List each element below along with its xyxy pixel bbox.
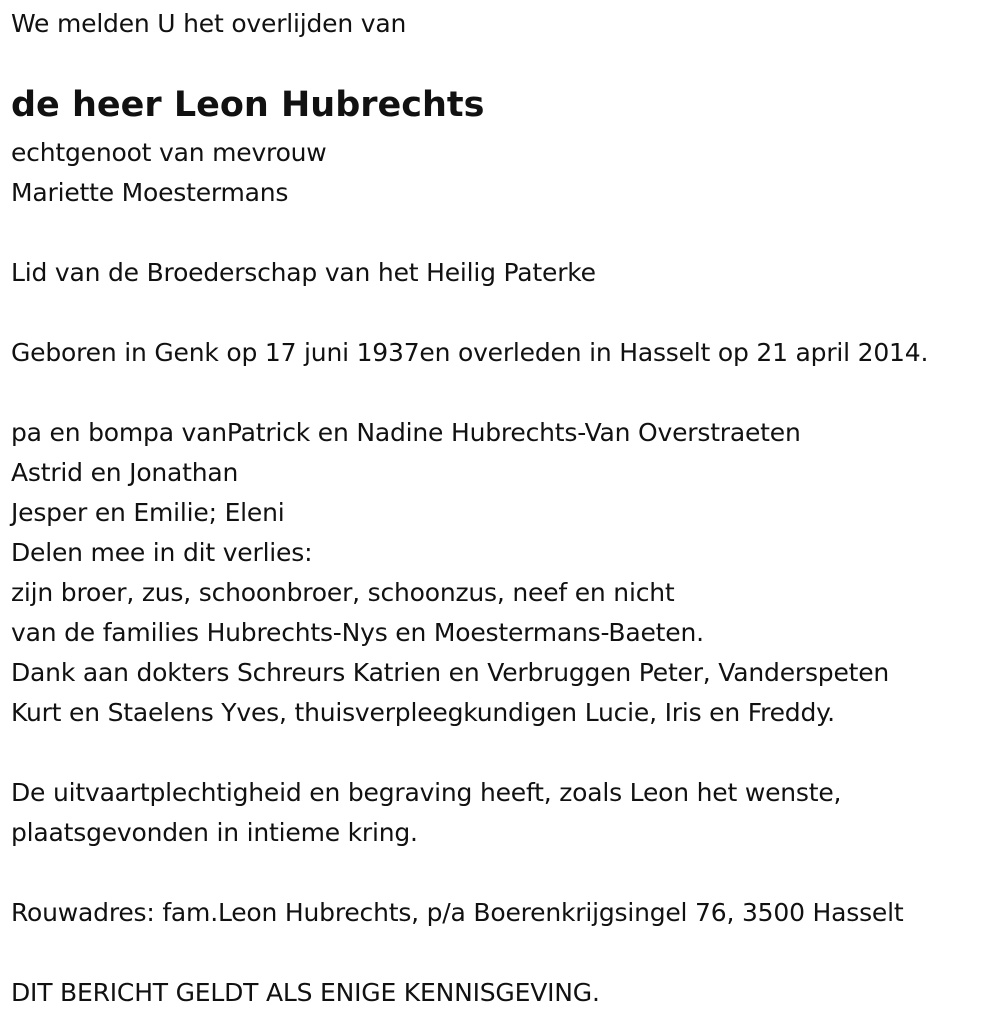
family-line: Astrid en Jonathan (11, 458, 239, 487)
membership-text: Lid van de Broederschap van het Heilig Paterke (11, 258, 596, 287)
spouse-line-1: echtgenoot van mevrouw (11, 138, 327, 167)
mourning-address: Rouwadres: fam.Leon Hubrechts, p/a Boerenkrijgsingel 76, 3500 Hasselt (11, 898, 904, 927)
family-line: Jesper en Emilie; Eleni (11, 498, 285, 527)
closing-statement: DIT BERICHT GELDT ALS ENIGE KENNISGEVING. (11, 978, 600, 1007)
family-line: Delen mee in dit verlies: (11, 538, 313, 567)
funeral-line: De uitvaartplechtigheid en begraving heeft, zoals Leon het wenste, (11, 778, 842, 807)
spouse-line-2: Mariette Moestermans (11, 178, 289, 207)
deceased-name: de heer Leon Hubrechts (11, 85, 485, 125)
family-line: Dank aan dokters Schreurs Katrien en Verbruggen Peter, Vanderspeten (11, 658, 890, 687)
family-line: Kurt en Staelens Yves, thuisverpleegkundigen Lucie, Iris en Freddy. (11, 698, 835, 727)
family-line: pa en bompa vanPatrick en Nadine Hubrechts-Van Overstraeten (11, 418, 801, 447)
family-line: van de families Hubrechts-Nys en Moestermans-Baeten. (11, 618, 704, 647)
funeral-line: plaatsgevonden in intieme kring. (11, 818, 418, 847)
intro-text: We melden U het overlijden van (11, 9, 407, 38)
birth-death-text: Geboren in Genk op 17 juni 1937en overleden in Hasselt op 21 april 2014. (11, 338, 929, 367)
family-line: zijn broer, zus, schoonbroer, schoonzus, neef en nicht (11, 578, 675, 607)
